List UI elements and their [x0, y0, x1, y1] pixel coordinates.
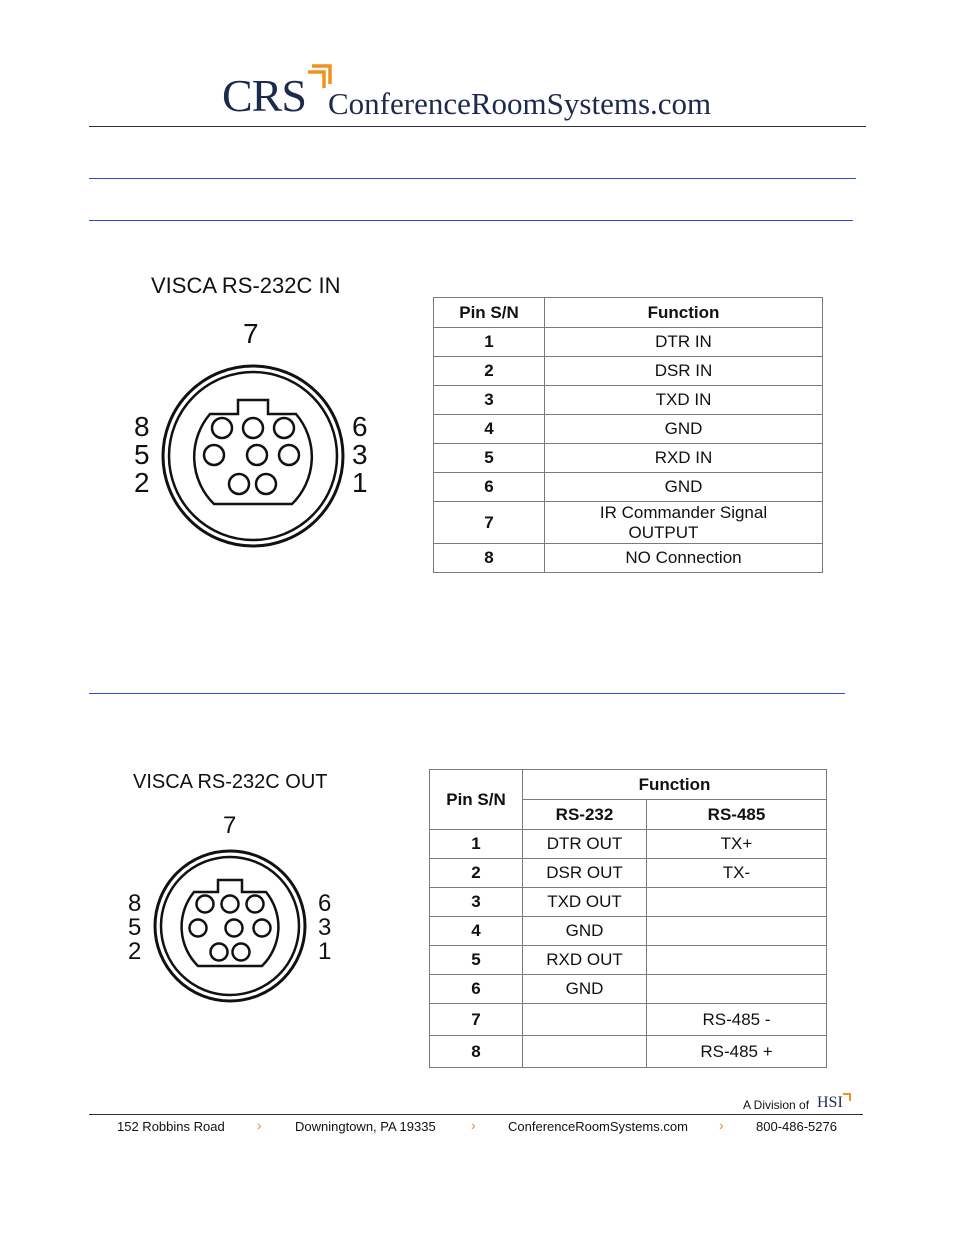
footer-city: Downingtown, PA 19335 [295, 1119, 436, 1134]
table-row [434, 386, 823, 415]
function-cell: RXD IN [545, 444, 823, 473]
company-logo [222, 58, 742, 124]
rs485-cell: TX- [647, 859, 827, 888]
rs485-cell [647, 975, 827, 1004]
table-header-row [430, 770, 827, 800]
footer-phone: 800-486-5276 [756, 1119, 837, 1134]
chevron-right-icon: › [257, 1117, 262, 1133]
table-row [430, 859, 827, 888]
division-prefix: A Division of [743, 1098, 810, 1112]
rs232-cell [523, 1004, 647, 1036]
pin-cell: 8 [430, 1036, 523, 1068]
function-cell: DTR IN [545, 328, 823, 357]
pin-label: 6 [352, 411, 368, 442]
rs232-cell [523, 1036, 647, 1068]
function-cell: GND [545, 415, 823, 444]
rs485-cell: RS-485 + [647, 1036, 827, 1068]
column-header: RS-232 [523, 800, 647, 830]
division-name: HSI [817, 1094, 843, 1111]
rs485-cell: RS-485 - [647, 1004, 827, 1036]
pin-cell: 2 [434, 357, 545, 386]
rs485-cell [647, 946, 827, 975]
pin-label: 2 [134, 467, 150, 498]
logo-crs-text: CRS [222, 70, 306, 121]
table-header-row [434, 298, 823, 328]
table-row [434, 357, 823, 386]
table-row [430, 1036, 827, 1068]
table-row [430, 917, 827, 946]
blue-divider [89, 220, 853, 221]
pin-label: 5 [128, 914, 142, 941]
pin-label: 3 [318, 914, 332, 941]
table-row [434, 502, 823, 544]
rs485-cell: TX+ [647, 830, 827, 859]
pin-label: 8 [128, 890, 142, 917]
pin-cell: 6 [430, 975, 523, 1004]
table-row [434, 415, 823, 444]
pin-cell: 1 [430, 830, 523, 859]
logo-domain-text: ConferenceRoomSystems.com [328, 86, 712, 121]
connector-diagram-in [126, 318, 386, 558]
table-row [434, 544, 823, 573]
pin-cell: 5 [434, 444, 545, 473]
pin-label: 6 [318, 890, 332, 917]
function-cell: DSR IN [545, 357, 823, 386]
division-badge [743, 1092, 855, 1114]
pin-label: 3 [352, 439, 368, 470]
pin-cell: 1 [434, 328, 545, 357]
column-header: Function [523, 770, 827, 800]
pin-cell: 7 [430, 1004, 523, 1036]
function-cell: GND [545, 473, 823, 502]
column-header: Function [545, 298, 823, 328]
function-line: IR Commander Signal [599, 502, 768, 522]
footer-address: 152 Robbins Road [117, 1119, 225, 1134]
pin-label: 1 [352, 467, 368, 498]
pin-cell: 3 [430, 888, 523, 917]
pin-label: 8 [134, 411, 150, 442]
pin-label: 2 [128, 938, 142, 965]
table-row [434, 444, 823, 473]
pin-cell: 4 [430, 917, 523, 946]
function-cell: NO Connection [545, 544, 823, 573]
function-cell [545, 502, 823, 544]
rs232-cell: GND [523, 917, 647, 946]
hsi-bracket-icon [842, 1092, 852, 1102]
footer-website[interactable]: ConferenceRoomSystems.com [508, 1119, 688, 1134]
footer-divider [89, 1114, 863, 1115]
pin-label: 7 [223, 812, 237, 839]
column-header: Pin S/N [430, 770, 523, 830]
blue-divider [89, 693, 845, 694]
table-row [430, 975, 827, 1004]
rs232-cell: DTR OUT [523, 830, 647, 859]
pin-label: 5 [134, 439, 150, 470]
rs485-cell [647, 888, 827, 917]
pin-cell: 3 [434, 386, 545, 415]
rs232-cell: TXD OUT [523, 888, 647, 917]
blue-divider [89, 178, 856, 179]
table-row [430, 1004, 827, 1036]
mini-din-connector-icon [126, 318, 386, 558]
mini-din-connector-icon [122, 812, 342, 1012]
pin-label: 7 [243, 318, 259, 349]
pin-cell: 5 [430, 946, 523, 975]
diagram-title-out: VISCA RS-232C OUT [133, 771, 328, 793]
function-cell: TXD IN [545, 386, 823, 415]
table-row [434, 473, 823, 502]
rs232-cell: GND [523, 975, 647, 1004]
chevron-right-icon: › [471, 1117, 476, 1133]
rs485-cell [647, 917, 827, 946]
pin-table-in [433, 297, 823, 573]
chevron-right-icon: › [719, 1117, 724, 1133]
column-header: Pin S/N [434, 298, 545, 328]
pin-cell: 4 [434, 415, 545, 444]
pin-label: 1 [318, 938, 332, 965]
pin-table-out [429, 769, 827, 1068]
table-row [434, 328, 823, 357]
pin-cell: 2 [430, 859, 523, 888]
connector-diagram-out [122, 812, 342, 1012]
column-header: RS-485 [647, 800, 827, 830]
diagram-title-in: VISCA RS-232C IN [151, 273, 341, 298]
function-line: OUTPUT [628, 522, 699, 542]
pin-cell: 6 [434, 473, 545, 502]
pin-cell: 7 [434, 502, 545, 544]
table-row [430, 946, 827, 975]
table-row [430, 888, 827, 917]
table-row [430, 830, 827, 859]
header-divider [89, 126, 866, 127]
rs232-cell: RXD OUT [523, 946, 647, 975]
pin-cell: 8 [434, 544, 545, 573]
rs232-cell: DSR OUT [523, 859, 647, 888]
